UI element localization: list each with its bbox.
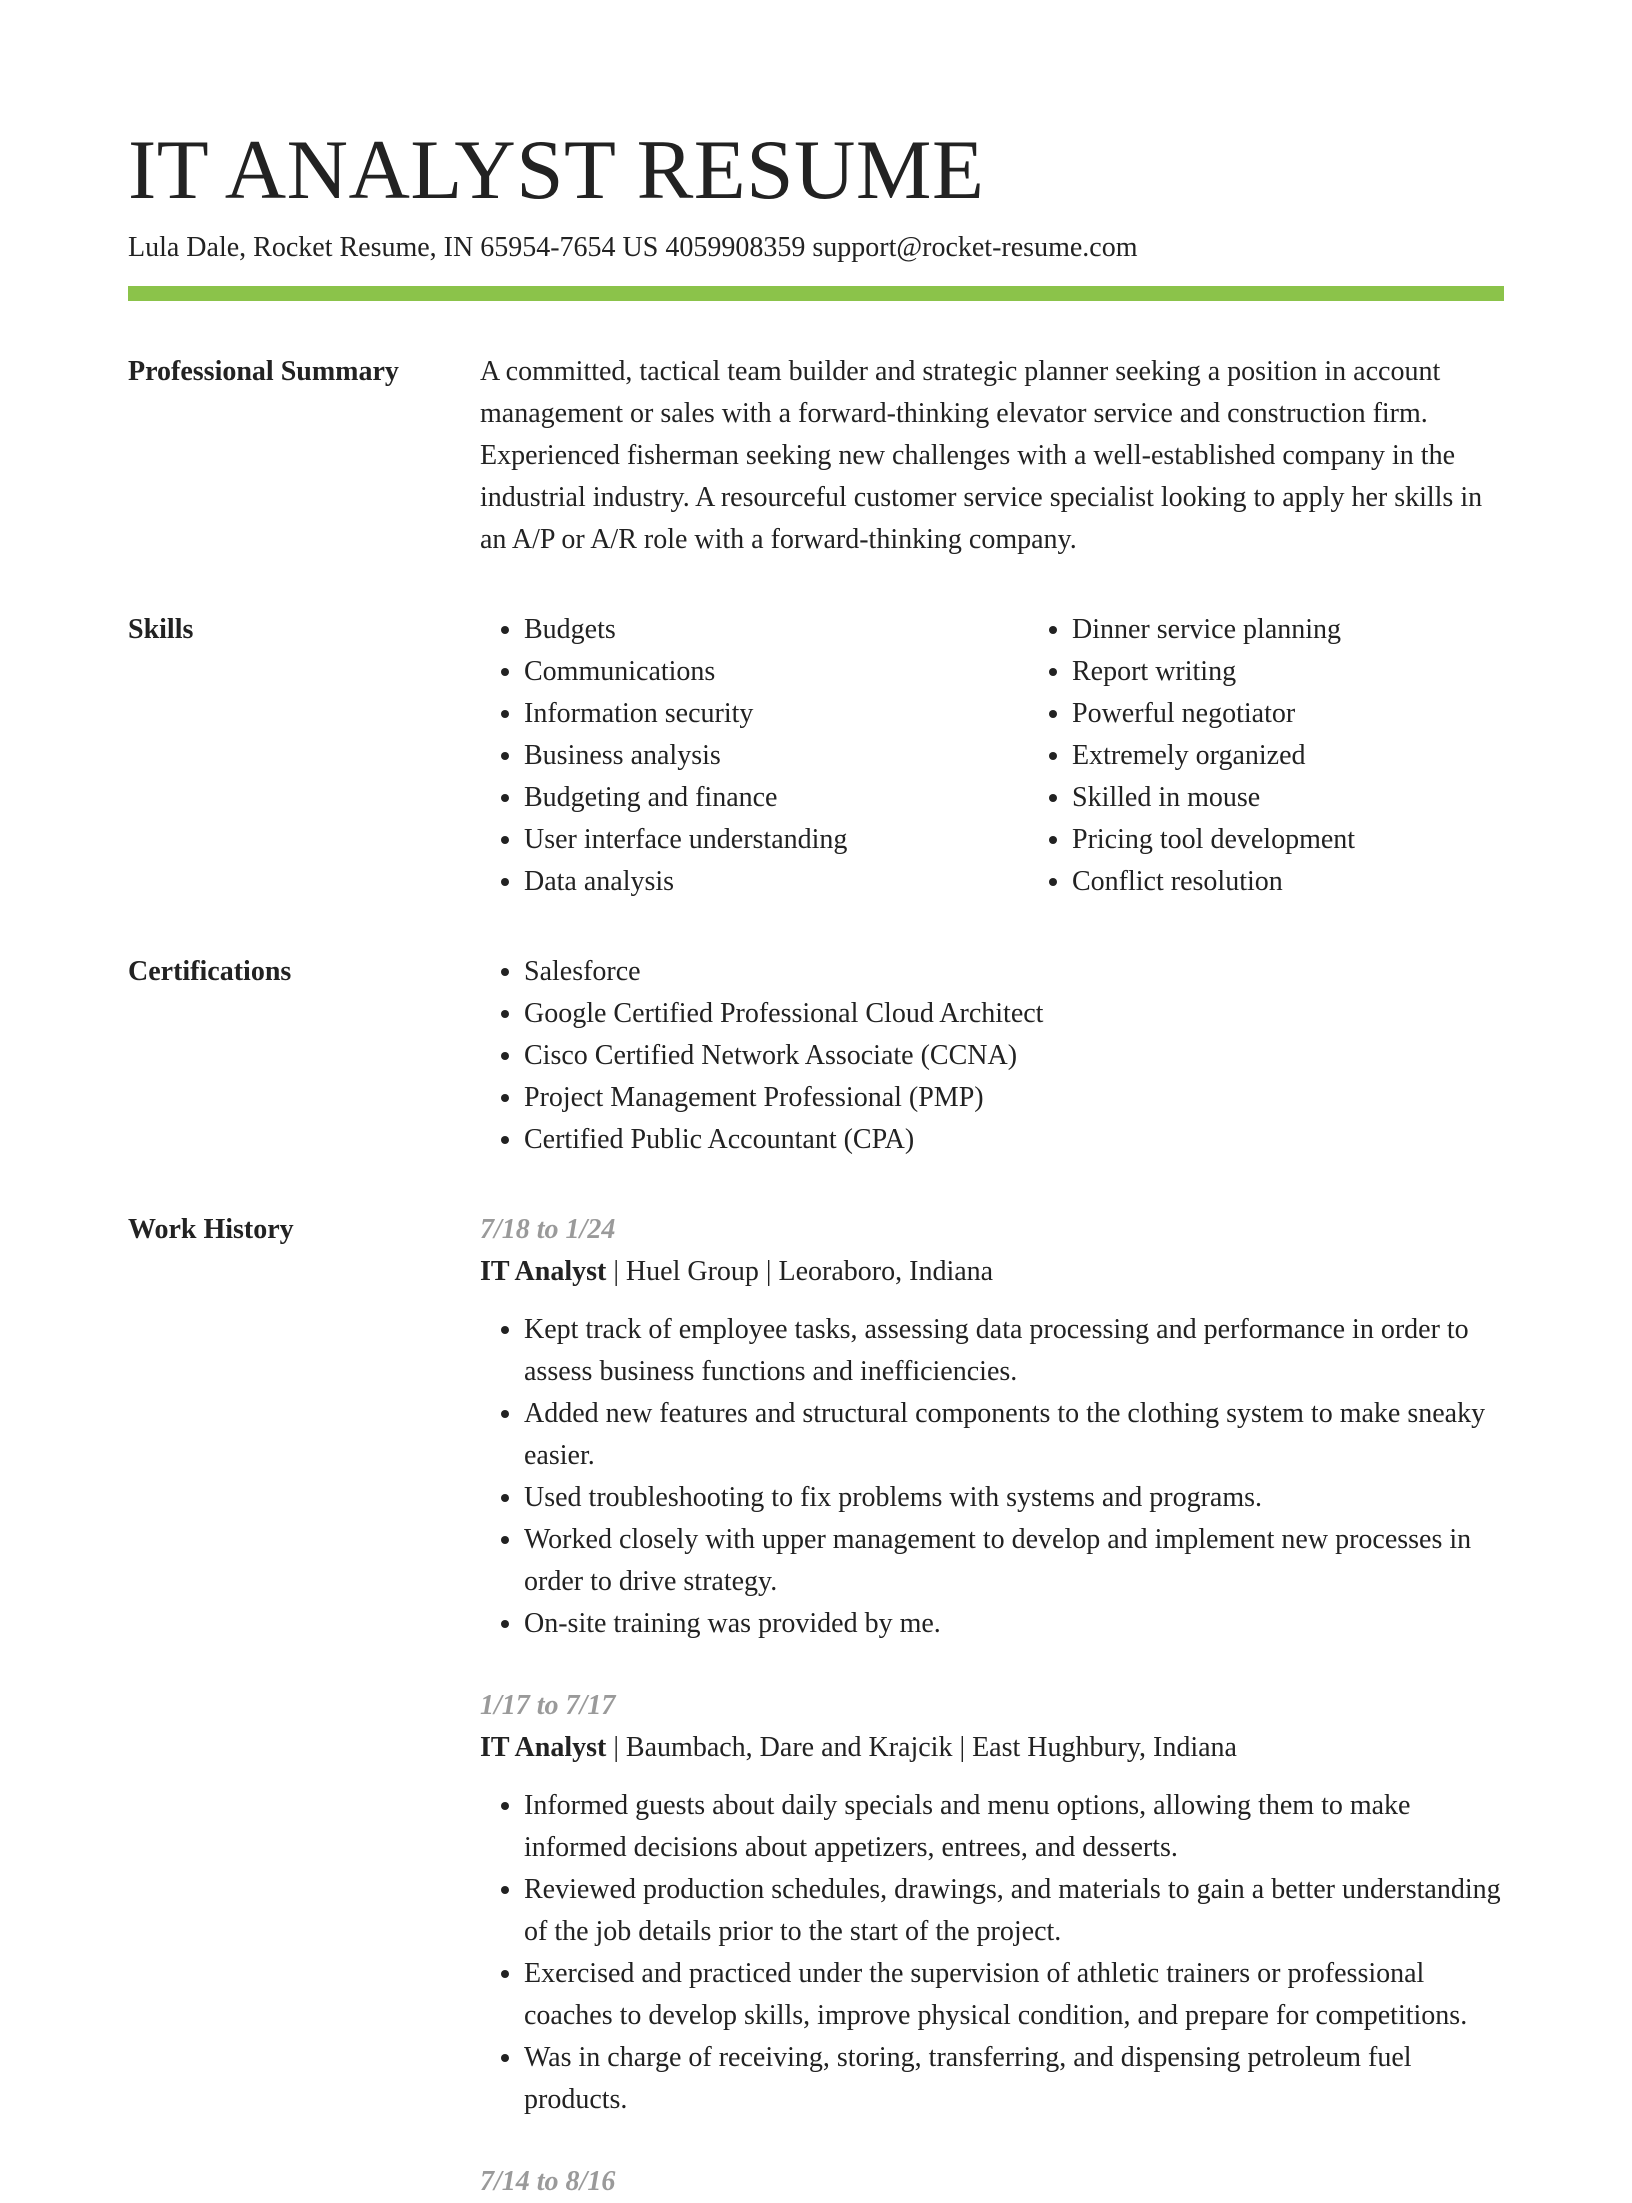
list-item: • Google Certified Professional Cloud Architect: [524, 993, 1504, 1035]
list-item: • Kept track of employee tasks, assessing data processing and performance in order to assess business functions and inefficiencies.: [524, 1309, 1504, 1393]
list-item: • Conflict resolution: [1072, 861, 1576, 903]
job-dates: 1/17 to 7/17: [480, 1690, 616, 1721]
list-item: • Certified Public Accountant (CPA): [524, 1119, 1504, 1161]
work-history-section: [128, 1209, 1504, 2203]
job-details: | Huel Group | Leoraboro, Indiana: [606, 1256, 994, 1287]
list-item: • Budgeting and finance: [524, 777, 1028, 819]
list-item: • Report writing: [1072, 651, 1576, 693]
job-dates: 7/18 to 1/24: [480, 1214, 616, 1245]
job-entry: [480, 1209, 1504, 1645]
list-item: • Exercised and practiced under the supervision of athletic trainers or professional coaches to develop skills, improve physical condition, and prepare for competitions.: [524, 1953, 1504, 2037]
list-item: • Informed guests about daily specials and menu options, allowing them to make informed decisions about appetizers, entrees, and desserts.: [524, 1785, 1504, 1869]
list-item: • Salesforce: [524, 951, 1504, 993]
skills-list-col1: [480, 609, 1028, 903]
list-item: • Project Management Professional (PMP): [524, 1077, 1504, 1119]
skills-section: [128, 609, 1504, 903]
list-item: • Cisco Certified Network Associate (CCNA): [524, 1035, 1504, 1077]
list-item: • Information security: [524, 693, 1028, 735]
list-item: • Reviewed production schedules, drawings, and materials to gain a better understanding of the job details prior to the start of the project.: [524, 1869, 1504, 1953]
summary-text: A committed, tactical team builder and strategic planner seeking a position in account management or sales with a forward-thinking elevator service and construction firm. Experienced fisherman seeking new challenges with a well-established company in the industrial industry. A resourceful customer service specialist looking to apply her skills in an A/P or A/R role with a forward-thinking company.: [480, 356, 1483, 555]
list-item: • Dinner service planning: [1072, 609, 1576, 651]
list-item: • Extremely organized: [1072, 735, 1576, 777]
skills-list-col2: [1028, 609, 1576, 903]
list-item: • Business analysis: [524, 735, 1028, 777]
list-item: • Powerful negotiator: [1072, 693, 1576, 735]
summary-section: [128, 351, 1504, 561]
list-item: • User interface understanding: [524, 819, 1028, 861]
section-label-work-history: Work History: [128, 1214, 294, 1245]
section-label-summary: Professional Summary: [128, 356, 399, 387]
job-title-line: [480, 1251, 1504, 1293]
list-item: • Was in charge of receiving, storing, transferring, and dispensing petroleum fuel products.: [524, 2037, 1504, 2121]
job-bullets: [480, 1309, 1504, 1645]
list-item: • Skilled in mouse: [1072, 777, 1576, 819]
list-item: • Added new features and structural components to the clothing system to make sneaky easier.: [524, 1393, 1504, 1477]
job-role: IT Analyst: [480, 1732, 607, 1763]
contact-line: Lula Dale, Rocket Resume, IN 65954-7654 US 4059908359 support@rocket-resume.com: [128, 232, 1138, 263]
job-bullets: [480, 1785, 1504, 2121]
list-item: • Used troubleshooting to fix problems with systems and programs.: [524, 1477, 1504, 1519]
certifications-list: [480, 951, 1504, 1161]
job-entry: [480, 1685, 1504, 2121]
certifications-section: [128, 951, 1504, 1161]
list-item: • On-site training was provided by me.: [524, 1603, 1504, 1645]
list-item: • Data analysis: [524, 861, 1028, 903]
section-label-skills: Skills: [128, 614, 194, 645]
accent-divider: [128, 286, 1504, 301]
list-item: • Worked closely with upper management to develop and implement new processes in order to drive strategy.: [524, 1519, 1504, 1603]
job-dates: 7/14 to 8/16: [480, 2166, 616, 2197]
resume-title: IT ANALYST RESUME: [128, 123, 985, 217]
job-role: IT Analyst: [480, 1256, 607, 1287]
job-title-line: [480, 1727, 1504, 1769]
section-label-certifications: Certifications: [128, 956, 292, 987]
list-item: • Pricing tool development: [1072, 819, 1576, 861]
resume-page: [128, 120, 1504, 2203]
job-entry: [480, 2161, 1504, 2203]
list-item: • Communications: [524, 651, 1028, 693]
job-details: | Baumbach, Dare and Krajcik | East Hughbury, Indiana: [606, 1732, 1237, 1763]
list-item: • Budgets: [524, 609, 1028, 651]
